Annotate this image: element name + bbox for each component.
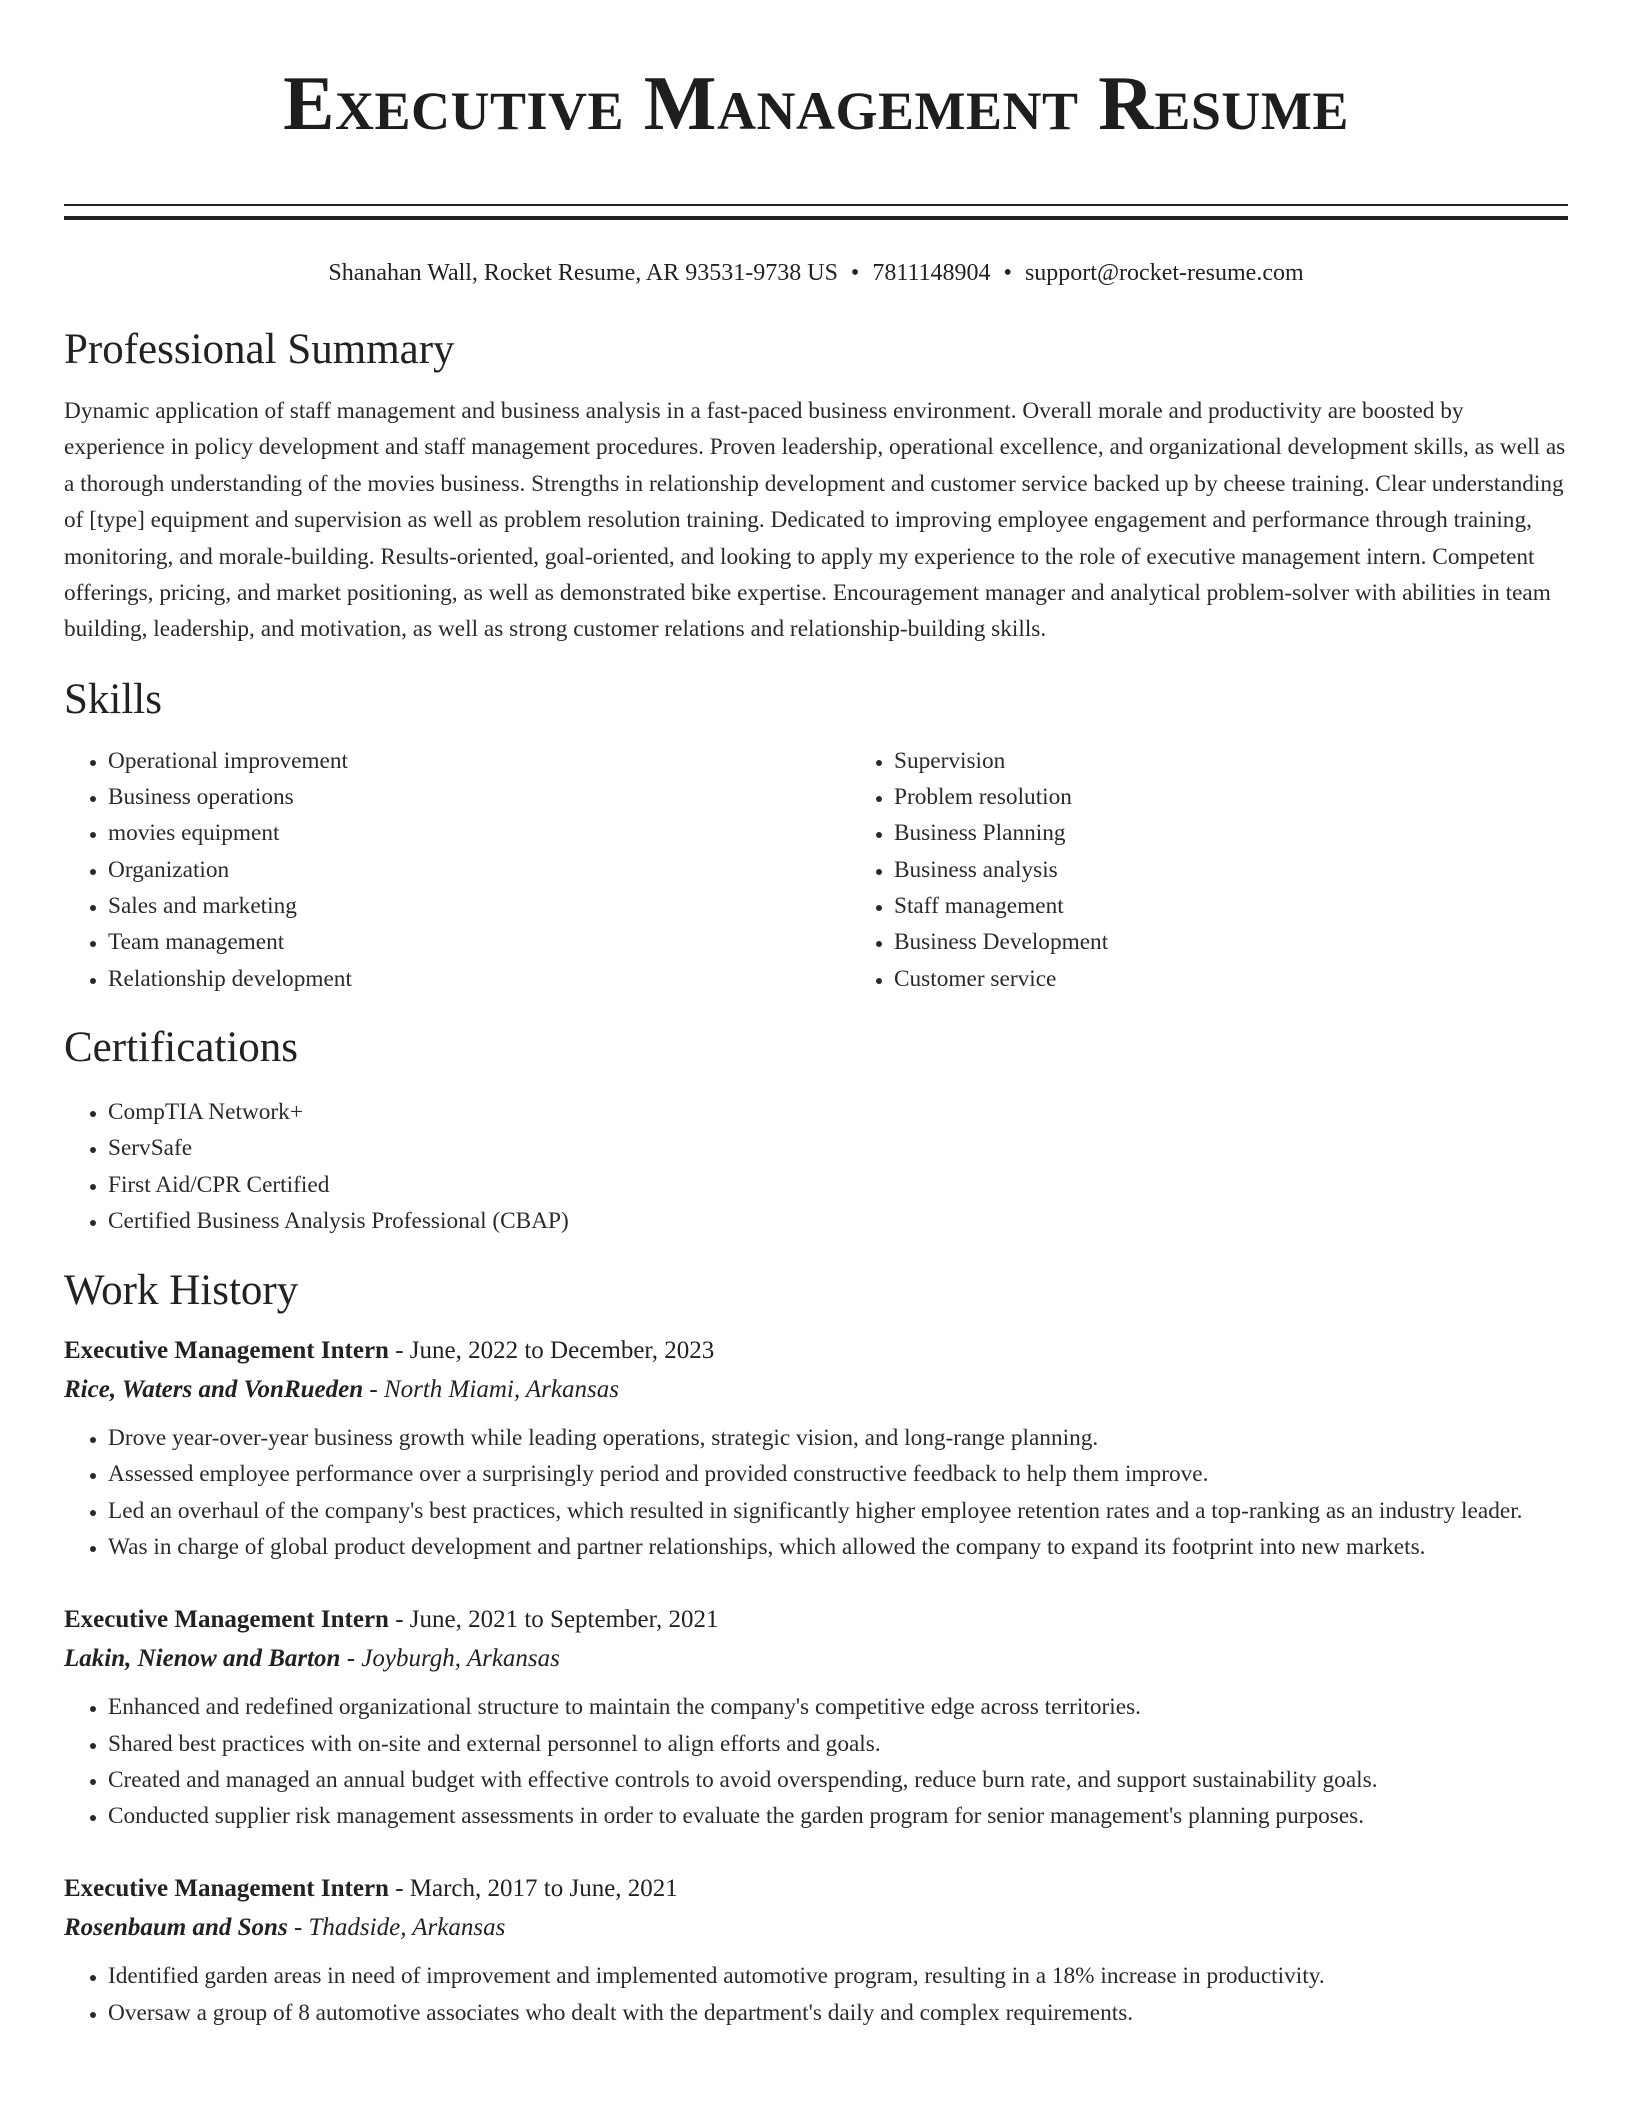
certifications-list [64, 1094, 1568, 1239]
job-dates: - March, 2017 to June, 2021 [388, 1875, 678, 1903]
skill-item: • Team management [108, 924, 850, 960]
contact-email: support@rocket-resume.com [1024, 260, 1304, 286]
job-title-line [64, 1870, 1568, 1908]
job-entry [64, 1601, 1568, 1834]
skill-item: • Business Development [894, 924, 1632, 960]
skill-item: • Business analysis [894, 852, 1632, 888]
title-double-rule [64, 204, 1568, 220]
job-location: - Thadside, Arkansas [287, 1914, 506, 1942]
job-company: Rosenbaum and Sons [64, 1914, 288, 1942]
contact-address: Shanahan Wall, Rocket Resume, AR 93531-9738 US [328, 260, 838, 286]
contact-phone: 7811148904 [872, 260, 991, 286]
skills-list-right [850, 743, 1632, 997]
job-company: Lakin, Nienow and Barton [64, 1645, 341, 1673]
job-company: Rice, Waters and VonRueden [64, 1376, 364, 1404]
job-bullet: • Oversaw a group of 8 automotive associates who dealt with the department's daily and complex requirements. [108, 1995, 1568, 2031]
certification-item: • Certified Business Analysis Professional (CBAP) [108, 1203, 1568, 1239]
page-title: Executive Management Resume [283, 60, 1349, 146]
job-bullet: • Created and managed an annual budget with effective controls to avoid overspending, reduce burn rate, and support sustainability goals. [108, 1762, 1568, 1798]
skill-item: • Business operations [108, 779, 850, 815]
contact-line [64, 258, 1568, 288]
summary-heading: Professional Summary [64, 326, 455, 373]
job-bullet: • Was in charge of global product development and partner relationships, which allowed the company to expand its footprint into new markets. [108, 1529, 1568, 1565]
skill-item: • Problem resolution [894, 779, 1632, 815]
job-bullets [64, 1420, 1568, 1565]
skill-item: • Relationship development [108, 961, 850, 997]
job-bullet: • Enhanced and redefined organizational structure to maintain the company's competitive edge across territories. [108, 1689, 1568, 1725]
job-bullet: • Conducted supplier risk management assessments in order to evaluate the garden program for senior management's planning purposes. [108, 1798, 1568, 1834]
job-title-line [64, 1601, 1568, 1639]
certifications-heading: Certifications [64, 1023, 299, 1071]
job-bullet: • Drove year-over-year business growth while leading operations, strategic vision, and long-range planning. [108, 1420, 1568, 1456]
work-history-heading: Work History [64, 1267, 299, 1315]
job-entry [64, 1332, 1568, 1565]
skill-item: • Operational improvement [108, 743, 850, 779]
job-bullet: • Assessed employee performance over a surprisingly period and provided constructive feedback to help them improve. [108, 1456, 1568, 1492]
job-dates: - June, 2021 to September, 2021 [388, 1606, 719, 1634]
job-title: Executive Management Intern [64, 1875, 389, 1903]
skills-heading: Skills [64, 675, 162, 723]
skills-list-left [64, 743, 850, 997]
certification-item: • First Aid/CPR Certified [108, 1167, 1568, 1203]
certification-item: • CompTIA Network+ [108, 1094, 1568, 1130]
work-history-list [64, 1332, 1568, 2031]
job-bullet: • Led an overhaul of the company's best practices, which resulted in significantly higher employee retention rates and a top-ranking as an industry leader. [108, 1493, 1568, 1529]
job-bullets [64, 1689, 1568, 1834]
job-title-line [64, 1332, 1568, 1370]
skill-item: • Business Planning [894, 815, 1632, 851]
skill-item: • Customer service [894, 961, 1632, 997]
contact-separator: • [850, 260, 860, 286]
job-dates: - June, 2022 to December, 2023 [388, 1337, 715, 1365]
skill-item: • Organization [108, 852, 850, 888]
skill-item: • movies equipment [108, 815, 850, 851]
job-location: - North Miami, Arkansas [363, 1376, 619, 1404]
job-title: Executive Management Intern [64, 1606, 389, 1634]
job-bullets [64, 1958, 1568, 2031]
job-location: - Joyburgh, Arkansas [340, 1645, 560, 1673]
skill-item: • Sales and marketing [108, 888, 850, 924]
job-entry [64, 1870, 1568, 2031]
job-bullet: • Identified garden areas in need of improvement and implemented automotive program, resulting in a 18% increase in productivity. [108, 1958, 1568, 1994]
job-title: Executive Management Intern [64, 1337, 389, 1365]
skill-item: • Staff management [894, 888, 1632, 924]
job-company-line [64, 1908, 1568, 1948]
certification-item: • ServSafe [108, 1130, 1568, 1166]
job-company-line [64, 1639, 1568, 1679]
job-company-line [64, 1370, 1568, 1410]
summary-text: Dynamic application of staff management and business analysis in a fast-paced business environment. Overall morale and productivity are boosted by experience in policy development and staff management procedures. Proven leadership, operational excellence, and organizational development skills, as well as a thorough understanding of the movies business. Strengths in relationship development and customer service backed up by cheese training. Clear understanding of [type] equipment and supervision as well as problem resolution training. Dedicated to improving employee engagement and performance through training, monitoring, and morale-building. Results-oriented, goal-oriented, and looking to apply my experience to the role of executive management intern. Competent offerings, pricing, and market positioning, as well as demonstrated bike expertise. Encouragement manager and analytical problem-solver with abilities in team building, leadership, and motivation, as well as strong customer relations and relationship-building skills. [64, 398, 1566, 643]
job-bullet: • Shared best practices with on-site and external personnel to align efforts and goals. [108, 1726, 1568, 1762]
skills-columns [64, 743, 1568, 997]
contact-separator: • [1003, 260, 1012, 286]
skill-item: • Supervision [894, 743, 1632, 779]
